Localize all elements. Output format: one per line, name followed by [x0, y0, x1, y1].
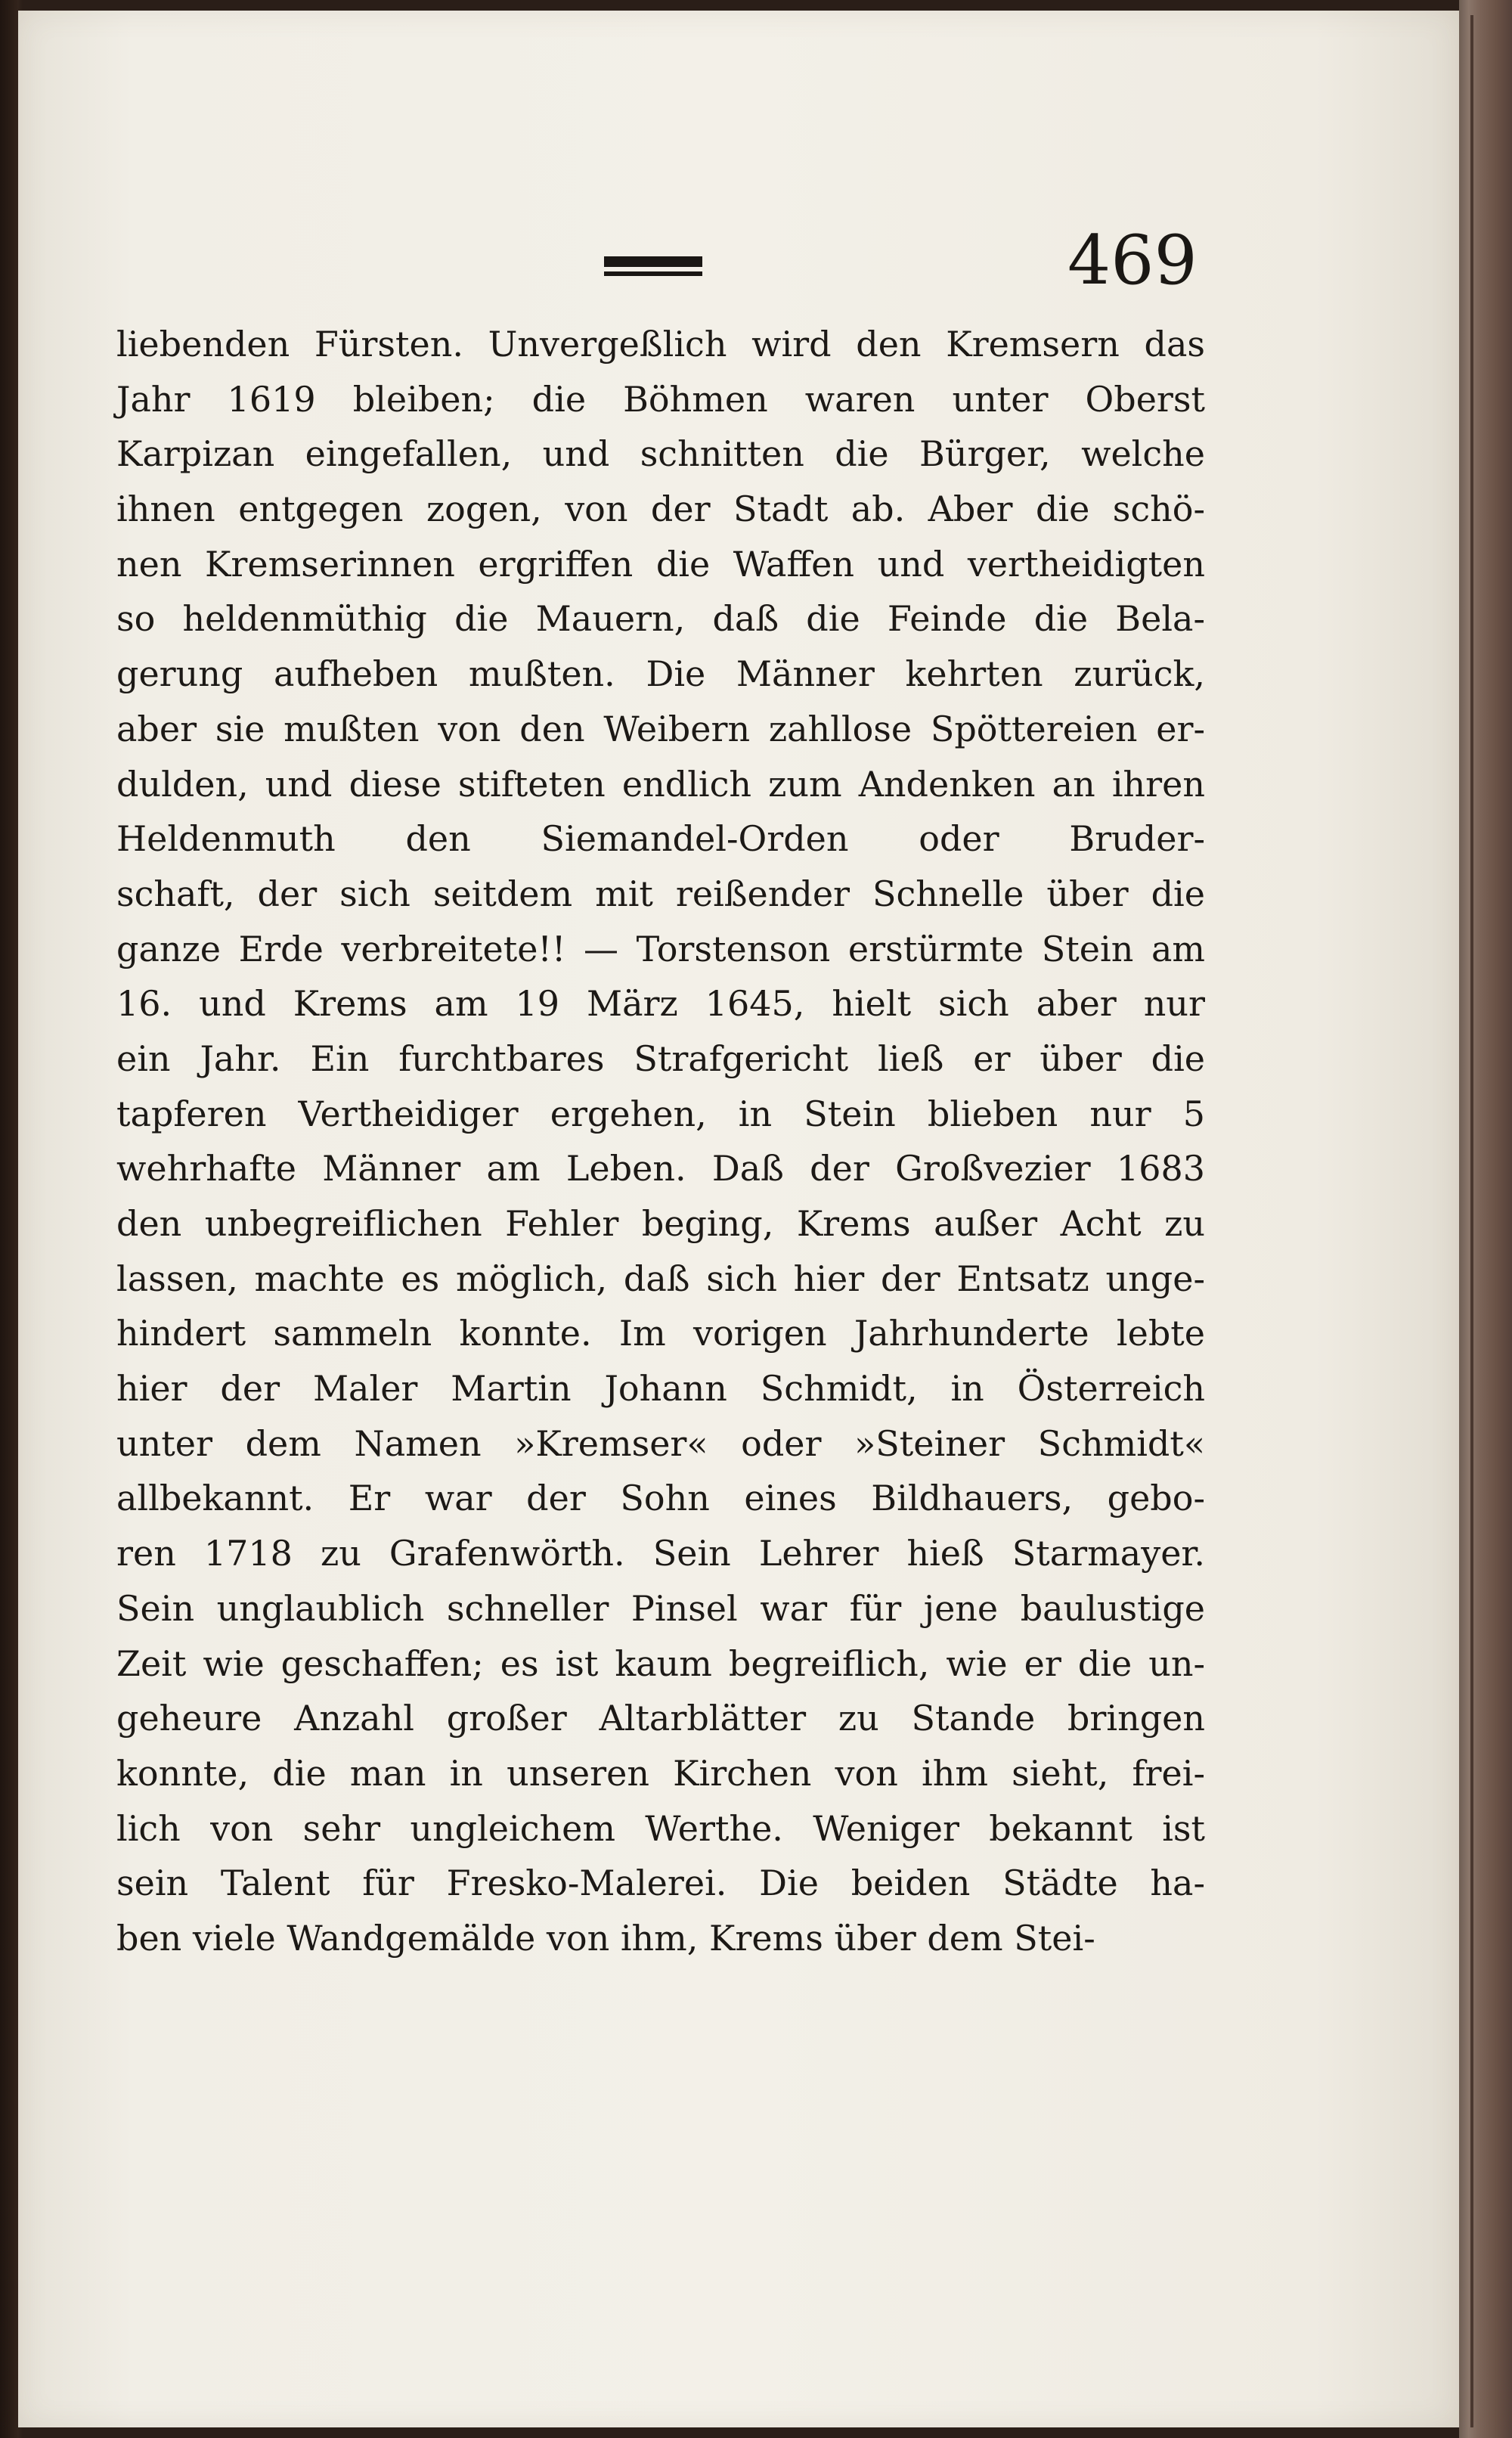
page-number: 469	[1067, 221, 1198, 300]
text-line: liebenden Fürsten. Unvergeßlich wird den Kremsern das	[116, 324, 1205, 364]
text-line: wehrhafte Männer am Leben. Daß der Großvezier 1683	[116, 1148, 1205, 1190]
text-line: 16. und Krems am 19 März 1645, hielt sich aber nur	[116, 983, 1205, 1025]
header-rule	[604, 256, 702, 267]
text-line: Jahr 1619 bleiben; die Böhmen waren unter Oberst	[116, 378, 1205, 420]
book-page	[18, 11, 1459, 2427]
text-line: ein Jahr. Ein furchtbares Strafgericht ließ er über die	[116, 1038, 1205, 1079]
text-line: Zeit wie geschaffen; es ist kaum begreiflich, wie er die un-	[116, 1642, 1205, 1684]
text-line: konnte, die man in unseren Kirchen von ihm sieht, frei-	[116, 1752, 1205, 1794]
text-line: so heldenmüthig die Mauern, daß die Feinde die Bela-	[116, 598, 1205, 640]
text-line: schaft, der sich seitdem mit reißender Schnelle über die	[116, 873, 1205, 914]
text-line: Heldenmuth den Siemandel-Orden oder Bruder-	[116, 818, 1205, 860]
text-line: geheure Anzahl großer Altarblätter zu Stande bringen	[116, 1698, 1205, 1739]
text-line: hindert sammeln konnte. Im vorigen Jahrhunderte lebte	[116, 1313, 1205, 1354]
book-spine-shadow	[1470, 15, 1473, 2427]
text-line: sein Talent für Fresko-Malerei. Die beiden Städte ha-	[116, 1863, 1205, 1904]
text-line: lich von sehr ungleichem Werthe. Weniger bekannt ist	[116, 1807, 1205, 1849]
text-line: lassen, machte es möglich, daß sich hier der Entsatz unge-	[116, 1258, 1205, 1299]
body-text	[116, 317, 1205, 1966]
text-line: ren 1718 zu Grafenwörth. Sein Lehrer hieß Starmayer.	[116, 1533, 1205, 1574]
text-line: ihnen entgegen zogen, von der Stadt ab. Aber die schö-	[116, 489, 1205, 530]
text-line: Karpizan eingefallen, und schnitten die Bürger, welche	[116, 433, 1205, 475]
text-line: nen Kremserinnen ergriffen die Waffen und vertheidigten	[116, 543, 1205, 585]
text-line: dulden, und diese stifteten endlich zum Andenken an ihren	[116, 763, 1205, 805]
text-line: Sein unglaublich schneller Pinsel war für jene baulustige	[116, 1587, 1205, 1629]
text-line: ganze Erde verbreitete!! — Torstenson erstürmte Stein am	[116, 928, 1205, 969]
text-line: den unbegreiflichen Fehler beging, Krems außer Acht zu	[116, 1203, 1205, 1244]
text-line: unter dem Namen »Kremser« oder »Steiner Schmidt«	[116, 1422, 1205, 1464]
book-cover-edge	[1459, 0, 1512, 2438]
text-line: aber sie mußten von den Weibern zahllose Spöttereien er-	[116, 708, 1205, 749]
text-line: allbekannt. Er war der Sohn eines Bildhauers, gebo-	[116, 1478, 1205, 1519]
text-line: tapferen Vertheidiger ergehen, in Stein blieben nur 5	[116, 1093, 1205, 1134]
text-line: ben viele Wandgemälde von ihm, Krems über dem Stei-	[116, 1917, 1095, 1959]
text-line: hier der Maler Martin Johann Schmidt, in Österreich	[116, 1368, 1205, 1410]
text-line: gerung aufheben mußten. Die Männer kehrten zurück,	[116, 653, 1205, 695]
